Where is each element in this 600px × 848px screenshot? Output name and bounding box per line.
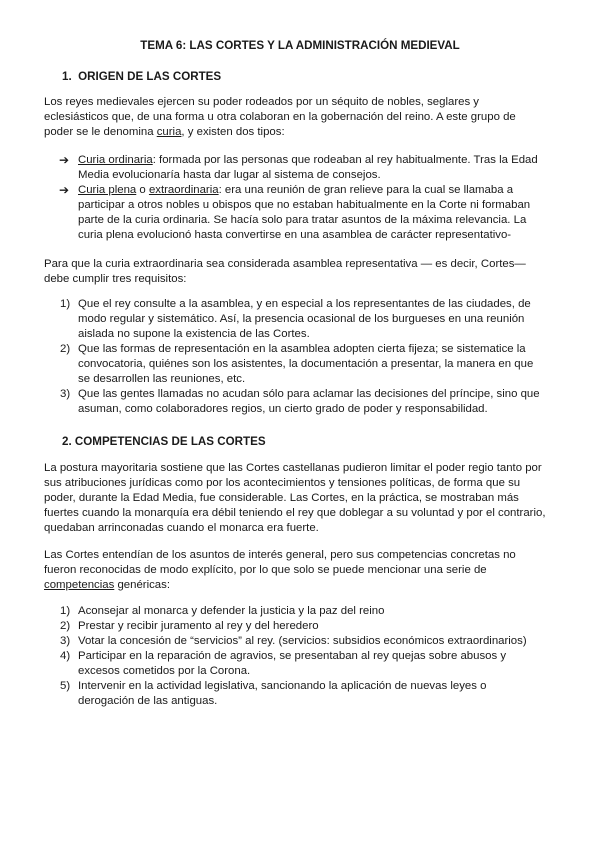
list-number: 1) — [60, 298, 71, 310]
list-number: 1) — [60, 605, 71, 617]
text-line: derogación de las antiguas. — [78, 695, 218, 707]
competencies-paragraph-1 — [44, 461, 558, 536]
text-line: Curia ordinaria: formada por las personas que rodeaban al rey habitualmente. Tras la Edad — [78, 154, 538, 166]
list-item — [44, 183, 564, 243]
text-line: Que el rey consulte a la asamblea, y en especial a los representantes de las ciudades, de — [78, 298, 531, 310]
section-1-heading — [62, 69, 221, 84]
competencies-list — [44, 604, 564, 709]
text-line: curia plena evolucionó hasta convertirse en una asamblea de carácter representativo- — [78, 229, 512, 241]
list-number: 2) — [60, 620, 71, 632]
text-line: asuman, como colaboradores regios, un cierto grado de poder y responsabilidad. — [78, 403, 488, 415]
list-number: 5) — [60, 680, 71, 692]
text-line: Para que la curia extraordinaria sea considerada asamblea representativa — es decir, Cortes— — [44, 258, 526, 270]
text-line: Aconsejar al monarca y defender la justicia y la paz del reino — [78, 605, 385, 617]
text-line: competencias genéricas: — [44, 579, 170, 591]
competencies-paragraph-2 — [44, 548, 558, 593]
text-line: Que las gentes llamadas no acudan sólo para aclamar las decisiones del príncipe, sino que — [78, 388, 540, 400]
text-line: Intervenir en la actividad legislativa, sancionando la aplicación de nuevas leyes o — [78, 680, 487, 692]
list-item — [44, 297, 564, 342]
section-1-title: ORIGEN DE LAS CORTES — [78, 70, 222, 83]
text-line: eclesiásticos que, de una forma u otra colaboran en la gobernación del reino. A este grupo de — [44, 111, 516, 123]
page-title: TEMA 6: LAS CORTES Y LA ADMINISTRACIÓN MEDIEVAL — [140, 39, 460, 52]
curia-types-list — [44, 153, 564, 243]
text-line: Los reyes medievales ejercen su poder rodeados por un séquito de nobles, seglares y — [44, 96, 480, 108]
text-line: participar a otros nobles u obispos que no estaban habitualmente en la Corte ni formaban — [78, 199, 531, 211]
section-1-number: 1. — [62, 70, 72, 83]
list-item — [44, 342, 564, 387]
requirements-list — [44, 297, 564, 417]
text-line: se desarrollen las reuniones, etc. — [78, 373, 246, 385]
list-item — [44, 604, 564, 619]
text-line: Votar la concesión de “servicios” al rey. (servicios: subsidios económicos extraordinarios) — [78, 635, 527, 647]
text-line: poder se le denomina curia, y existen dos tipos: — [44, 126, 285, 138]
list-item — [44, 619, 564, 634]
text-line: Participar en la reparación de agravios, se presentaban al rey quejas sobre abusos y — [78, 650, 507, 662]
intro-paragraph — [44, 95, 558, 140]
list-number: 2) — [60, 343, 71, 355]
text-line: debe cumplir tres requisitos: — [44, 273, 187, 285]
list-number: 3) — [60, 635, 71, 647]
list-item — [44, 153, 564, 183]
text-line: Que las formas de representación en la asamblea adopten cierta fijeza; se sistematice la — [78, 343, 526, 355]
text-line: Prestar y recibir juramento al rey y del heredero — [78, 620, 319, 632]
text-line: fuertes cuando la monarquía era débil teniendo el rey que doblegar a su voluntad y por el contrario, — [44, 507, 546, 519]
text-line: Curia plena o extraordinaria: era una reunión de gran relieve para la cual se llamaba a — [78, 184, 514, 196]
text-line: parte de la curia ordinaria. Se hacía solo para tratar asuntos de la máxima relevancia. La — [78, 214, 527, 226]
text-line: La postura mayoritaria sostiene que las Cortes castellanas pudieron limitar el poder regio tanto por — [44, 462, 542, 474]
list-item — [44, 387, 564, 417]
list-item — [44, 649, 564, 679]
extraordinaria-term: extraordinaria — [148, 184, 219, 196]
list-number: 4) — [60, 650, 71, 662]
list-number: 3) — [60, 388, 71, 400]
list-item — [44, 679, 564, 709]
text-line: fueron reconocidas de modo explícito, por lo que solo se puede mencionar una serie de — [44, 564, 487, 576]
arrow-icon: ➔ — [59, 153, 70, 167]
curia-ordinaria-term: Curia ordinaria — [78, 154, 153, 166]
text-line: excesos cometidos por la Corona. — [78, 665, 251, 677]
competencias-term: competencias — [44, 579, 115, 591]
text-line: quedaban arrinconadas cuando el monarca era fuerte. — [44, 522, 319, 534]
text-line: Media evolucionaría hasta dar lugar al sistema de consejos. — [78, 169, 381, 181]
text-line: sus atribuciones jurídicas como por los acontecimientos y tensiones políticas, de forma que su — [44, 477, 521, 489]
text-line: poder, durante la Edad Media, fue considerable. Las Cortes, en la práctica, se mostraban más — [44, 492, 519, 504]
curia-plena-term: Curia plena — [78, 184, 137, 196]
requirements-intro — [44, 257, 558, 287]
list-item — [44, 634, 564, 649]
text-line: aislada no supone la existencia de las Cortes. — [78, 328, 310, 340]
text-line: Las Cortes entendían de los asuntos de interés general, pero sus competencias concretas no — [44, 549, 516, 561]
text-line: modo regular y sistemático. Así, la presencia ocasional de los burgueses en una reunión — [78, 313, 525, 325]
section-2-heading: 2. COMPETENCIAS DE LAS CORTES — [62, 435, 266, 448]
text-line: convocatoria, quiénes son los asistentes, la documentación a presentar, la manera en que — [78, 358, 534, 370]
curia-term: curia — [156, 126, 182, 138]
arrow-icon: ➔ — [59, 183, 70, 197]
